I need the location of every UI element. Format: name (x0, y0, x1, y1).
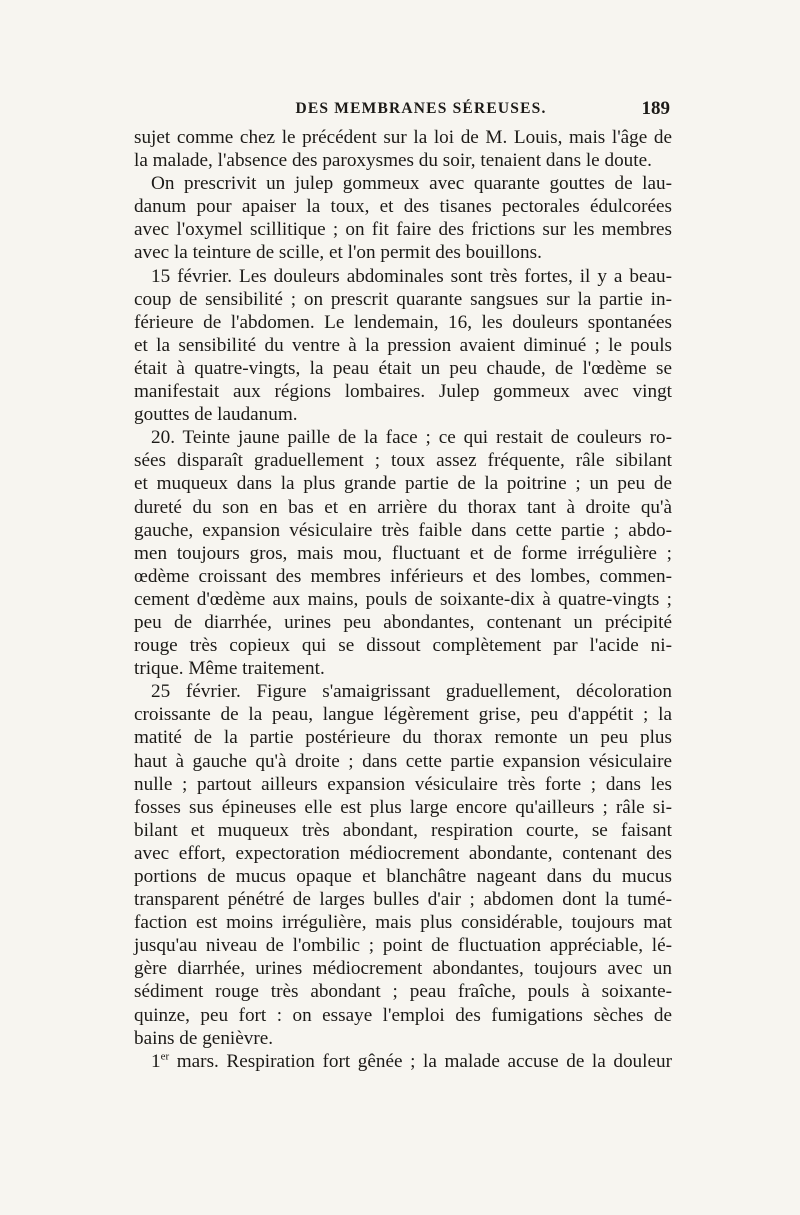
text-line: men toujours gros, mais mou, fluctuant et de forme irrégulière ; (134, 542, 672, 564)
text-line: était à quatre-vingts, la peau était un peu chaude, de l'œdème se (134, 357, 672, 379)
text-line: et muqueux dans la plus grande partie de la poitrine ; un peu de (134, 473, 672, 495)
text-line: œdème croissant des membres inférieurs et des lombes, commen- (134, 565, 672, 587)
ordinal-suffix: er (160, 1050, 170, 1063)
text-line: sujet comme chez le précédent sur la loi de M. Louis, mais l'âge de (134, 127, 672, 148)
running-head: DES MEMBRANES SÉREUSES. (295, 100, 547, 117)
page-header (136, 100, 670, 124)
text-line: sées disparaît graduellement ; toux assez fréquente, râle sibilant (134, 450, 672, 472)
text-line: On prescrivit un julep gommeux avec quarante gouttes de lau- (151, 173, 672, 195)
text-line: sédiment rouge très abondant ; peau fraîche, pouls à soixante- (134, 981, 672, 1003)
text-line: coup de sensibilité ; on prescrit quarante sangsues sur la partie in- (134, 288, 672, 310)
text-line: avec la teinture de scille, et l'on permit des bouillons. (134, 242, 542, 264)
text-line: cement d'œdème aux mains, pouls de soixante-dix à quatre-vingts ; (134, 588, 672, 610)
text-line: peu de diarrhée, urines peu abondantes, contenant un précipité (134, 611, 672, 633)
text-line: dureté du son en bas et en arrière du thorax tant à droite qu'à (134, 496, 672, 518)
text-line: férieure de l'abdomen. Le lendemain, 16, les douleurs spontanées (134, 311, 672, 333)
text-line: gouttes de laudanum. (134, 404, 298, 426)
text-line-last (134, 1050, 672, 1073)
text-line: faction est moins irrégulière, mais plus considérable, toujours mat (134, 912, 672, 934)
text-line: gauche, expansion vésiculaire très faible dans cette partie ; abdo- (134, 519, 672, 541)
text-line: rouge très copieux qui se dissout complètement par l'acide ni- (134, 635, 672, 657)
text-line: manifestait aux régions lombaires. Julep gommeux avec vingt (134, 381, 672, 403)
text-line: jusqu'au niveau de l'ombilic ; point de fluctuation appréciable, lé- (134, 935, 672, 957)
text-line: portions de mucus opaque et blanchâtre nageant dans du mucus (134, 866, 672, 887)
text-line: et la sensibilité du ventre à la pression avaient diminué ; le pouls (134, 334, 672, 356)
text-line: bilant et muqueux très abondant, respiration courte, se faisant (134, 819, 672, 841)
text-line: gère diarrhée, urines médiocrement abondantes, toujours avec un (134, 958, 672, 980)
text-line: quinze, peu fort : on essaye l'emploi des fumigations sèches de (134, 1004, 672, 1026)
text-line: bains de genièvre. (134, 1027, 274, 1049)
text-line: haut à gauche qu'à droite ; dans cette partie expansion vésiculaire (134, 750, 672, 772)
body-text (134, 126, 672, 1073)
text-line: transparent pénétré de larges bulles d'air ; abdomen dont la tumé- (134, 889, 672, 911)
text-line: nulle ; partout ailleurs expansion vésiculaire très forte ; dans les (134, 773, 672, 795)
line-text: mars. Respiration fort gênée ; la malade accuse de la douleur (169, 1050, 672, 1072)
text-line: danum pour apaiser la toux, et des tisanes pectorales édulcorées (134, 196, 672, 218)
text-line: 25 février. Figure s'amaigrissant graduellement, décoloration (151, 681, 672, 703)
text-line: croissante de la peau, langue légèrement grise, peu d'appétit ; la (134, 704, 672, 726)
text-line: la malade, l'absence des paroxysmes du soir, tenaient dans le doute. (134, 150, 652, 172)
text-line: avec effort, expectoration médiocrement abondante, contenant des (134, 842, 672, 864)
text-line: fosses sus épineuses elle est plus large encore qu'ailleurs ; râle si- (134, 796, 672, 818)
text-line: 20. Teinte jaune paille de la face ; ce qui restait de couleurs ro- (151, 427, 672, 449)
date-ordinal: 1 (151, 1050, 161, 1072)
text-line: trique. Même traitement. (134, 658, 325, 680)
text-line: 15 février. Les douleurs abdominales sont très fortes, il y a beau- (151, 265, 672, 287)
text-line: avec l'oxymel scillitique ; on fit faire des frictions sur les membres (134, 219, 672, 241)
text-line: matité de la partie postérieure du thorax remonte un peu plus (134, 727, 672, 749)
page-number: 189 (641, 98, 670, 119)
